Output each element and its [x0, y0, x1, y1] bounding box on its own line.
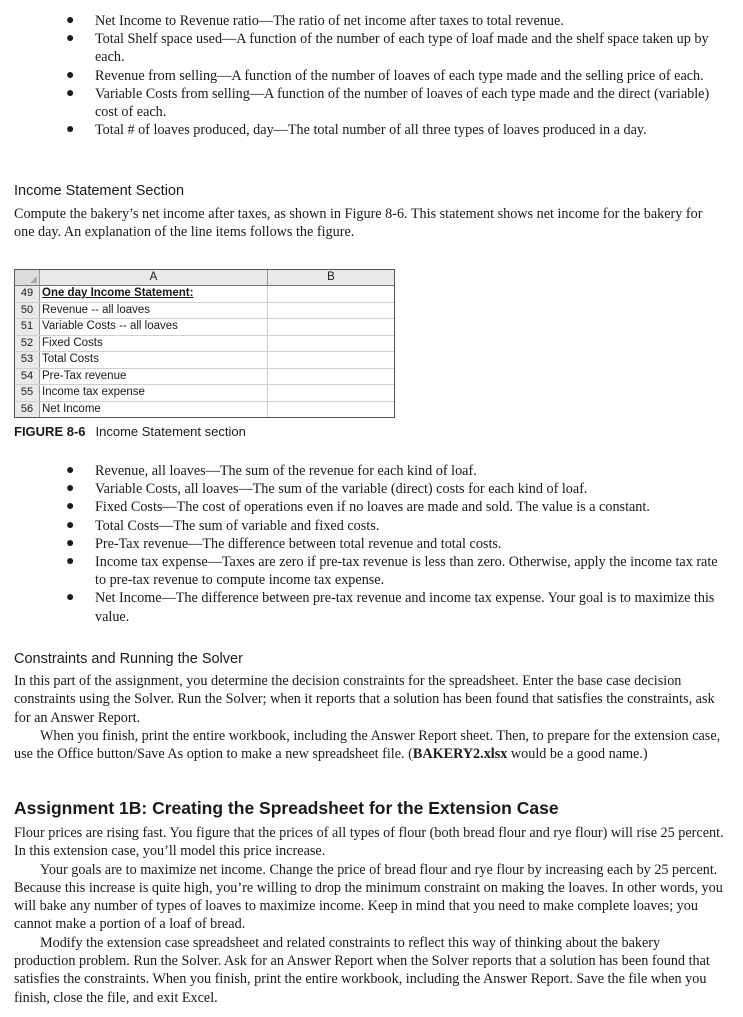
list-item: ● Net Income to Revenue ratio—The ratio of net income after taxes to total revenue.: [66, 13, 564, 29]
bullet-icon: ●: [66, 85, 75, 101]
column-header-b: B: [327, 271, 335, 283]
cell-b: [268, 319, 394, 335]
list-item: ● Revenue, all loaves—The sum of the revenue for each kind of loaf.: [66, 463, 477, 479]
list-item: ● Net Income—The difference between pre-tax revenue and income tax expense. Your goal is to maximize this value.: [66, 590, 715, 625]
list-item: ● Total Costs—The sum of variable and fixed costs.: [66, 517, 380, 534]
cell-a: Pre-Tax revenue: [40, 369, 268, 385]
table-row: [15, 352, 394, 369]
assignment-1b-body: Flour prices are rising fast. You figure that the prices of all types of flour (both bread flour and rye flour) will rise 25 percent. In this extension case, you’ll model this price increase. Your goals are to maximize net income. Change the price of bread flour and rye flour by increasing each by 25 percent. Because this increase is quite high, you’re willing to drop the minimum constraint on making the loaves. In other words, you will bake any number of types of loaves to maximize income. Keep in mind that you need to make complete loaves; you cannot make a portion of a loaf of bread. Modify the extension case spreadsheet and related constraints to reflect this way of thinking about the bakery production problem. Run the Solver. Ask for an Answer Report when the Solver reports that a solution has been found that satisfies the constraints. When you finish, print the entire workbook, including the Answer Report. Save the file when you finish, close the file, and exit Excel.: [14, 825, 724, 1006]
bullet-icon: ●: [66, 463, 75, 478]
bullet-icon: ●: [66, 67, 75, 83]
row-number: 50: [15, 303, 40, 319]
row-number: 52: [15, 336, 40, 352]
bullet-icon: ●: [66, 535, 75, 551]
table-row: [15, 303, 394, 320]
row-number: 56: [15, 402, 40, 418]
constraints-section-body: In this part of the assignment, you determine the decision constraints for the spreadsheet. Enter the base case decision constraints using the Solver. Run the Solver; when it reports that a solution has been found that satisfies the constraints, ask for an Answer Report. When you finish, print the entire workbook, including the Answer Report sheet. Then, to prepare for the extension case, use the Office button/Save As option to make a new spreadsheet file. (BAKERY2.xlsx would be a good name.): [14, 672, 724, 763]
bullet-icon: ●: [66, 122, 75, 138]
bullet-icon: ●: [66, 31, 75, 47]
list-item: ● Income tax expense—Taxes are zero if pre-tax revenue is less than zero. Otherwise, apply the income tax rate to pre-tax revenue to compute income tax expense.: [66, 554, 718, 589]
table-row: [15, 319, 394, 336]
column-header-a: A: [40, 270, 268, 285]
cell-a: Variable Costs -- all loaves: [40, 319, 268, 335]
table-row: [15, 286, 394, 303]
table-row: [15, 402, 394, 418]
cell-b: [268, 369, 394, 385]
list-item: ● Variable Costs from selling—A function of the number of loaves of each type made and the direct (variable) cost of each.: [66, 85, 710, 121]
bullet-icon: ●: [66, 590, 75, 606]
bullet-icon: ●: [66, 517, 75, 533]
table-row: [15, 385, 394, 402]
list-item: ● Total # of loaves produced, day—The total number of all three types of loaves produced in a day.: [66, 122, 647, 139]
cell-a: Total Costs: [40, 352, 268, 368]
constraints-section-heading: Constraints and Running the Solver: [14, 651, 243, 667]
line-items-bullet-list: [0, 462, 743, 626]
row-number: 55: [15, 385, 40, 401]
bullet-icon: ●: [66, 481, 75, 497]
cell-b: [268, 303, 394, 319]
select-all-corner: [15, 270, 40, 285]
cell-a: Revenue -- all loaves: [40, 303, 268, 319]
cell-b: [268, 385, 394, 401]
cell-b: [268, 286, 394, 302]
top-bullet-list: [0, 12, 743, 139]
row-number: 54: [15, 369, 40, 385]
row-number: 49: [15, 286, 40, 302]
bullet-icon: ●: [66, 499, 75, 515]
list-item: ● Pre-Tax revenue—The difference between total revenue and total costs.: [66, 535, 502, 552]
column-header-row: [15, 270, 394, 286]
figure-label: FIGURE 8-6: [14, 424, 86, 439]
cell-a: Net Income: [40, 402, 268, 418]
cell-a: Fixed Costs: [40, 336, 268, 352]
list-item: ● Revenue from selling—A function of the number of loaves of each type made and the selling price of each.: [66, 67, 704, 84]
income-section-intro: Compute the bakery’s net income after taxes, as shown in Figure 8-6. This statement shows net income for the bakery for one day. An explanation of the line items follows the figure.: [14, 206, 703, 241]
table-row: [15, 336, 394, 353]
income-section-heading: Income Statement Section: [14, 183, 185, 199]
bullet-icon: ●: [66, 13, 75, 28]
cell-b: [268, 336, 394, 352]
list-item: ● Total Shelf space used—A function of the number of each type of loaf made and the shelf space taken up by each.: [66, 31, 709, 66]
list-item: ● Fixed Costs—The cost of operations even if no loaves are made and sold. The value is a constant.: [66, 499, 650, 516]
figure-caption: [14, 424, 246, 439]
spreadsheet-figure: [14, 269, 395, 418]
bullet-icon: ●: [66, 554, 75, 570]
cell-a: One day Income Statement:: [40, 286, 268, 302]
list-item: ● Variable Costs, all loaves—The sum of the variable (direct) costs for each kind of loaf.: [66, 481, 588, 498]
figure-caption-text: Income Statement section: [95, 424, 246, 439]
table-row: [15, 369, 394, 386]
cell-b: [268, 352, 394, 368]
constraints-paragraph-2: When you finish, print the entire workbook, including the Answer Report sheet. Then, to prepare for the extension case, use the Office button/Save As option to make a new spreadsheet file. (BAKERY2.xlsx would be a good name.): [14, 727, 721, 763]
row-number: 51: [15, 319, 40, 335]
assignment-1b-heading: Assignment 1B: Creating the Spreadsheet for the Extension Case: [14, 798, 559, 818]
row-number: 53: [15, 352, 40, 368]
cell-a: Income tax expense: [40, 385, 268, 401]
cell-b: [268, 402, 394, 418]
